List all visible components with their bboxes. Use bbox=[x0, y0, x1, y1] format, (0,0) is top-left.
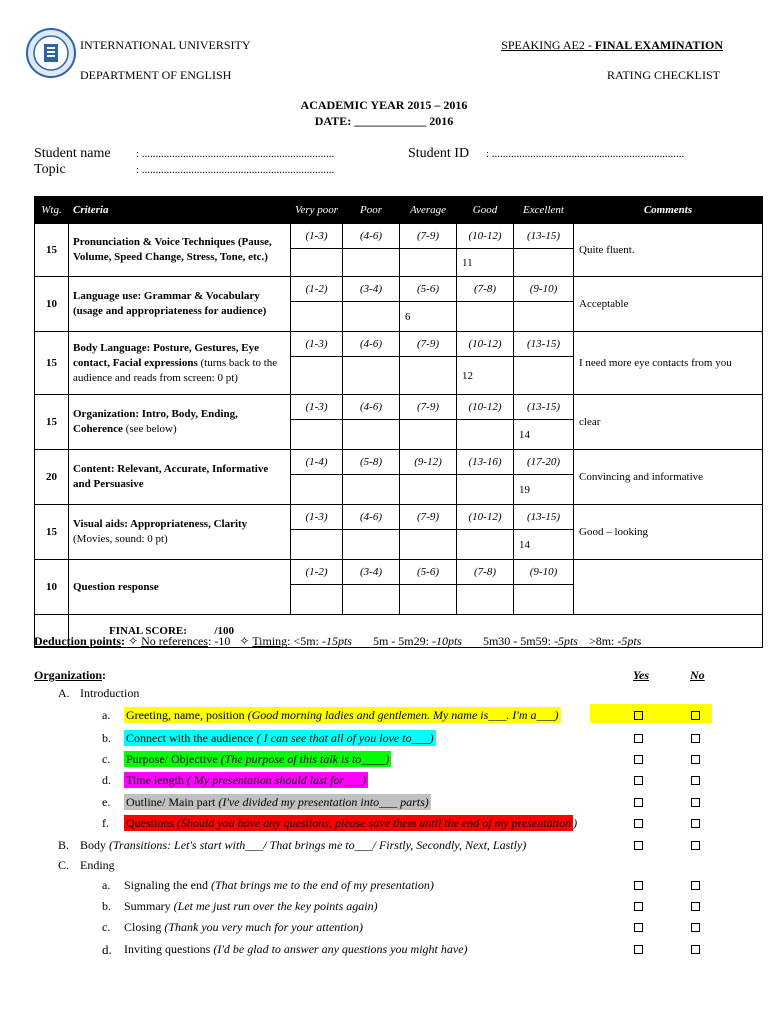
ending-item-text: Closing (Thank you very much for your attention) bbox=[124, 920, 363, 934]
criteria-cell: Language use: Grammar & Vocabulary (usage and appropriateness for audience) bbox=[69, 277, 291, 332]
score-cell[interactable] bbox=[343, 357, 400, 395]
intro-item-text: Purpose/ Objective (The purpose of this talk is to____) bbox=[126, 752, 390, 766]
score-cell[interactable] bbox=[457, 420, 514, 450]
score-cell[interactable] bbox=[291, 420, 343, 450]
deduction-points: Deduction points: ✧ No references: -10 ✧ Timing: <5m: -15pts 5m - 5m29: -10pts 5m30 - 5m59: -5pts >8m: -5pts bbox=[34, 634, 642, 648]
score-cell[interactable]: 12 bbox=[457, 357, 514, 395]
ending-item-yes-checkbox[interactable] bbox=[634, 902, 643, 911]
score-cell[interactable]: 14 bbox=[514, 420, 574, 450]
ending-item-letter: a. bbox=[102, 878, 111, 892]
table-row bbox=[35, 450, 763, 475]
intro-item-yes-checkbox[interactable] bbox=[634, 819, 643, 828]
ending-item-letter: b. bbox=[102, 899, 111, 913]
intro-item-text: Questions (Should you have any questions, please save them until the end of my presentation ) bbox=[126, 816, 578, 830]
score-cell[interactable] bbox=[291, 249, 343, 277]
ending-item-text: Summary (Let me just run over the key points again) bbox=[124, 899, 378, 913]
score-cell[interactable] bbox=[457, 302, 514, 332]
range-cell: (13-15) bbox=[514, 332, 574, 357]
table-row bbox=[35, 395, 763, 420]
range-cell: (9-12) bbox=[400, 450, 457, 475]
weight-cell: 15 bbox=[35, 505, 69, 560]
intro-item-yes-checkbox[interactable] bbox=[634, 755, 643, 764]
intro-item-yes-checkbox[interactable] bbox=[634, 798, 643, 807]
score-cell[interactable] bbox=[343, 530, 400, 560]
range-cell: (5-6) bbox=[400, 277, 457, 302]
intro-item-letter: c. bbox=[102, 752, 111, 766]
range-cell: (1-3) bbox=[291, 505, 343, 530]
comment-cell[interactable]: Quite fluent. bbox=[574, 224, 763, 277]
section-c-label: Ending bbox=[80, 858, 115, 872]
student-name-label: Student name bbox=[34, 146, 111, 161]
score-cell[interactable] bbox=[514, 249, 574, 277]
table-row bbox=[35, 277, 763, 302]
section-b-letter: B. bbox=[58, 838, 70, 852]
comment-cell[interactable] bbox=[574, 560, 763, 615]
comment-cell[interactable]: Acceptable bbox=[574, 277, 763, 332]
ending-item-yes-checkbox[interactable] bbox=[634, 881, 643, 890]
body-item-yes-checkbox[interactable] bbox=[634, 841, 643, 850]
range-cell: (13-15) bbox=[514, 395, 574, 420]
weight-cell: 20 bbox=[35, 450, 69, 505]
intro-item-yes-checkbox[interactable] bbox=[634, 776, 643, 785]
ending-item-text: Inviting questions (I'd be glad to answer any questions you might have) bbox=[124, 942, 468, 956]
checklist-title: RATING CHECKLIST bbox=[607, 68, 720, 82]
range-cell: (1-4) bbox=[291, 450, 343, 475]
intro-item-no-checkbox[interactable] bbox=[691, 755, 700, 764]
student-name-field[interactable]: : ...................................................................... bbox=[136, 148, 335, 160]
table-row bbox=[35, 224, 763, 249]
range-cell: (3-4) bbox=[343, 277, 400, 302]
section-b-text: Body (Transitions: Let's start with___/ That brings me to___/ Firstly, Secondly, Next, Lastly) bbox=[80, 838, 527, 852]
range-cell: (1-2) bbox=[291, 277, 343, 302]
score-cell[interactable] bbox=[343, 420, 400, 450]
exam-title: SPEAKING AE2 - FINAL EXAMINATION bbox=[501, 38, 723, 52]
exam-date: DATE: ____________ 2016 bbox=[314, 114, 454, 128]
score-cell[interactable] bbox=[514, 357, 574, 395]
range-cell: (3-4) bbox=[343, 560, 400, 585]
range-cell: (13-16) bbox=[457, 450, 514, 475]
score-cell[interactable] bbox=[291, 357, 343, 395]
score-cell[interactable] bbox=[343, 249, 400, 277]
final-score: FINAL SCORE: /100 bbox=[69, 615, 763, 648]
range-cell: (9-10) bbox=[514, 560, 574, 585]
score-cell[interactable] bbox=[291, 530, 343, 560]
intro-item-text: Greeting, name, position (Good morning ladies and gentlemen. My name is___. I'm a___) bbox=[126, 708, 559, 722]
range-cell: (10-12) bbox=[457, 395, 514, 420]
range-cell: (7-8) bbox=[457, 560, 514, 585]
intro-item-text: Connect with the audience ( I can see that all of you love to___) bbox=[126, 731, 434, 745]
range-cell: (7-9) bbox=[400, 395, 457, 420]
range-cell: (1-3) bbox=[291, 332, 343, 357]
range-cell: (4-6) bbox=[343, 332, 400, 357]
score-cell[interactable]: 14 bbox=[514, 530, 574, 560]
header-average: Average bbox=[400, 197, 457, 224]
ending-item-no-checkbox[interactable] bbox=[691, 945, 700, 954]
range-cell: (7-9) bbox=[400, 224, 457, 249]
score-cell[interactable] bbox=[457, 475, 514, 505]
intro-item-letter: e. bbox=[102, 795, 111, 809]
score-cell[interactable] bbox=[457, 530, 514, 560]
department-name: DEPARTMENT OF ENGLISH bbox=[80, 68, 232, 82]
range-cell: (10-12) bbox=[457, 505, 514, 530]
header-very-poor: Very poor bbox=[291, 197, 343, 224]
criteria-cell: Organization: Intro, Body, Ending, Coherence (see below) bbox=[69, 395, 291, 450]
score-cell[interactable] bbox=[400, 475, 457, 505]
weight-cell: 10 bbox=[35, 277, 69, 332]
ending-item-no-checkbox[interactable] bbox=[691, 923, 700, 932]
criteria-cell: Question response bbox=[69, 560, 291, 615]
weight-cell: 15 bbox=[35, 224, 69, 277]
criteria-cell: Content: Relevant, Accurate, Informative and Persuasive bbox=[69, 450, 291, 505]
topic-field[interactable]: : ...................................................................... bbox=[136, 164, 335, 176]
ending-item-no-checkbox[interactable] bbox=[691, 902, 700, 911]
range-cell: (5-8) bbox=[343, 450, 400, 475]
university-name: INTERNATIONAL UNIVERSITY bbox=[80, 38, 251, 52]
comment-cell[interactable]: Convincing and informative bbox=[574, 450, 763, 505]
score-cell[interactable] bbox=[343, 302, 400, 332]
score-cell[interactable] bbox=[400, 249, 457, 277]
range-cell: (13-15) bbox=[514, 505, 574, 530]
score-cell[interactable] bbox=[343, 585, 400, 615]
range-cell: (7-9) bbox=[400, 505, 457, 530]
academic-year: ACADEMIC YEAR 2015 – 2016 bbox=[300, 98, 468, 112]
intro-item-yes-checkbox[interactable] bbox=[634, 711, 643, 720]
score-cell[interactable] bbox=[291, 475, 343, 505]
range-cell: (7-8) bbox=[457, 277, 514, 302]
intro-item-text: Time length ( My presentation should last for___) bbox=[126, 773, 367, 787]
score-cell[interactable] bbox=[457, 585, 514, 615]
score-cell[interactable]: 11 bbox=[457, 249, 514, 277]
score-cell[interactable] bbox=[514, 302, 574, 332]
section-a-letter: A. bbox=[58, 686, 70, 700]
comment-cell[interactable]: clear bbox=[574, 395, 763, 450]
section-a-label: Introduction bbox=[80, 686, 140, 700]
organization-title: Organization: bbox=[34, 668, 106, 682]
range-cell: (4-6) bbox=[343, 395, 400, 420]
range-cell: (7-9) bbox=[400, 332, 457, 357]
intro-item-letter: b. bbox=[102, 731, 111, 745]
header-excellent: Excellent bbox=[514, 197, 574, 224]
criteria-cell: Visual aids: Appropriateness, Clarity (Movies, sound: 0 pt) bbox=[69, 505, 291, 560]
table-row bbox=[35, 560, 763, 585]
score-cell[interactable]: 19 bbox=[514, 475, 574, 505]
intro-item-letter: f. bbox=[102, 816, 109, 830]
topic-label: Topic bbox=[34, 162, 66, 177]
header-weight: Wtg. bbox=[35, 197, 69, 224]
intro-item-letter: d. bbox=[102, 773, 111, 787]
weight-cell: 15 bbox=[35, 332, 69, 395]
score-cell[interactable] bbox=[343, 475, 400, 505]
range-cell: (4-6) bbox=[343, 505, 400, 530]
table-header-row bbox=[35, 197, 763, 224]
ending-item-yes-checkbox[interactable] bbox=[634, 923, 643, 932]
intro-item-yes-checkbox[interactable] bbox=[634, 734, 643, 743]
yes-header: Yes bbox=[633, 668, 649, 682]
range-cell: (5-6) bbox=[400, 560, 457, 585]
range-cell: (9-10) bbox=[514, 277, 574, 302]
weight-cell: 10 bbox=[35, 560, 69, 615]
student-id-label: Student ID bbox=[408, 146, 470, 161]
ending-item-letter: c. bbox=[102, 920, 111, 934]
intro-item-no-checkbox[interactable] bbox=[691, 798, 700, 807]
intro-item-text: Outline/ Main part (I've divided my presentation into___ parts) bbox=[126, 795, 429, 809]
header-poor: Poor bbox=[343, 197, 400, 224]
comment-cell[interactable]: I need more eye contacts from you bbox=[574, 332, 763, 395]
ending-item-text: Signaling the end (That brings me to the end of my presentation) bbox=[124, 878, 434, 892]
range-cell: (1-2) bbox=[291, 560, 343, 585]
range-cell: (13-15) bbox=[514, 224, 574, 249]
intro-item-no-checkbox[interactable] bbox=[691, 711, 700, 720]
ending-item-letter: d. bbox=[102, 942, 112, 957]
range-cell: (10-12) bbox=[457, 224, 514, 249]
score-cell[interactable] bbox=[291, 585, 343, 615]
score-cell[interactable] bbox=[400, 357, 457, 395]
student-id-field[interactable]: : ...................................................................... bbox=[486, 148, 685, 160]
score-cell[interactable]: 6 bbox=[400, 302, 457, 332]
intro-item-no-checkbox[interactable] bbox=[691, 819, 700, 828]
rating-table bbox=[34, 196, 763, 648]
range-cell: (1-3) bbox=[291, 224, 343, 249]
comment-cell[interactable]: Good – looking bbox=[574, 505, 763, 560]
criteria-cell: Body Language: Posture, Gestures, Eye contact, Facial expressions (turns back to the audience and reads from screen: 0 pt) bbox=[69, 332, 291, 395]
ending-item-no-checkbox[interactable] bbox=[691, 881, 700, 890]
score-cell[interactable] bbox=[291, 302, 343, 332]
criteria-cell: Pronunciation & Voice Techniques (Pause, Volume, Speed Change, Stress, Tone, etc.) bbox=[69, 224, 291, 277]
intro-item-no-checkbox[interactable] bbox=[691, 734, 700, 743]
intro-item-letter: a. bbox=[102, 708, 111, 722]
section-c-letter: C. bbox=[58, 858, 70, 872]
university-logo bbox=[26, 28, 76, 78]
table-row bbox=[35, 332, 763, 357]
body-item-no-checkbox[interactable] bbox=[691, 841, 700, 850]
range-cell: (17-20) bbox=[514, 450, 574, 475]
score-cell[interactable] bbox=[400, 420, 457, 450]
header-criteria: Criteria bbox=[69, 197, 291, 224]
header-comments: Comments bbox=[574, 197, 763, 224]
range-cell: (4-6) bbox=[343, 224, 400, 249]
range-cell: (1-3) bbox=[291, 395, 343, 420]
no-header: No bbox=[690, 668, 705, 682]
score-cell[interactable] bbox=[400, 585, 457, 615]
score-cell[interactable] bbox=[514, 585, 574, 615]
ending-item-yes-checkbox[interactable] bbox=[634, 945, 643, 954]
header-good: Good bbox=[457, 197, 514, 224]
table-row bbox=[35, 505, 763, 530]
range-cell: (10-12) bbox=[457, 332, 514, 357]
weight-cell: 15 bbox=[35, 395, 69, 450]
score-cell[interactable] bbox=[400, 530, 457, 560]
intro-item-no-checkbox[interactable] bbox=[691, 776, 700, 785]
